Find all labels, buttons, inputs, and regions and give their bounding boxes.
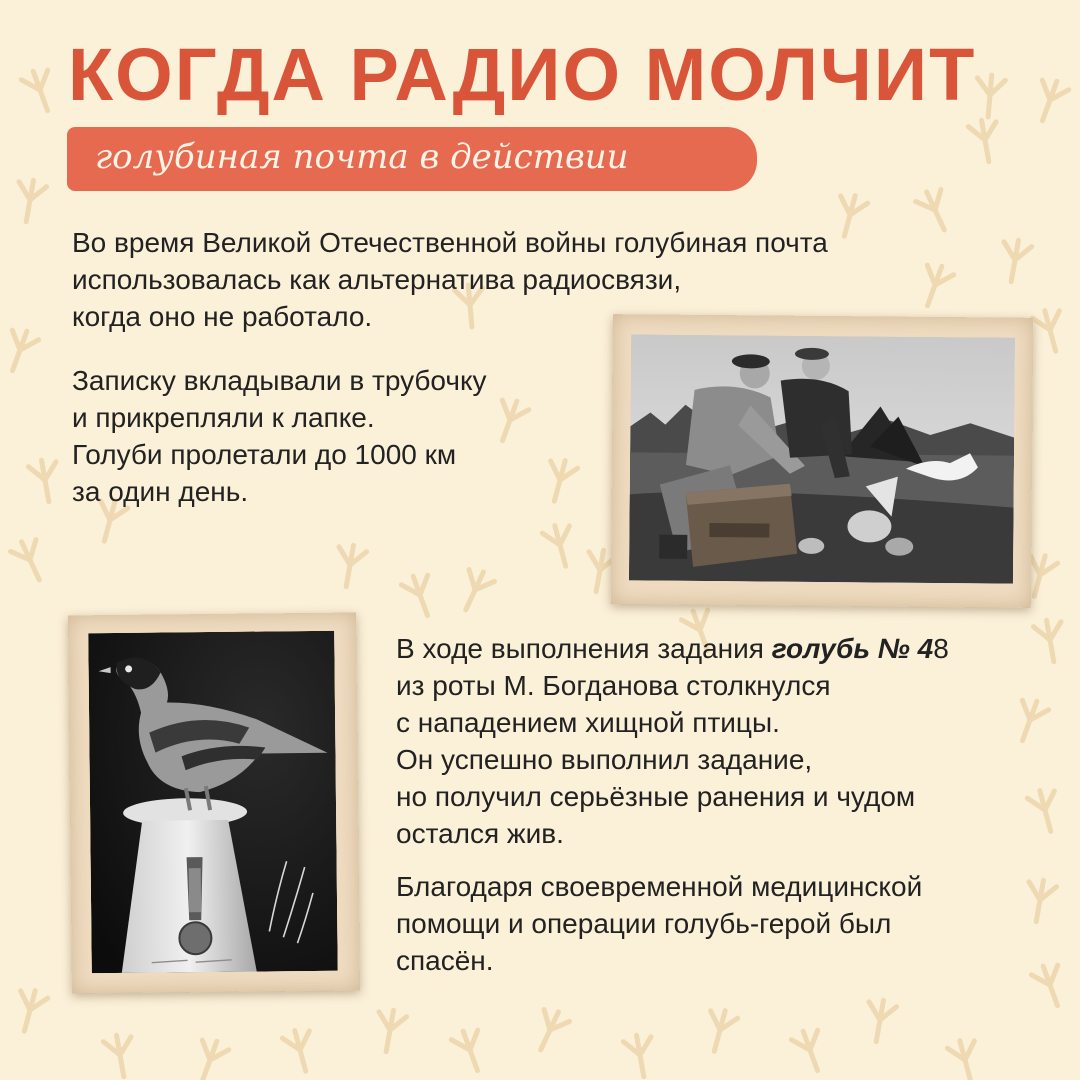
bird-track-icon xyxy=(1022,878,1057,924)
bird-track-icon xyxy=(20,66,61,115)
intro-line: Во время Великой Отечественной войны голубиная почта xyxy=(72,227,828,258)
method-paragraph xyxy=(72,362,487,510)
hero-line: но получил серьёзные ранения и чудом xyxy=(396,781,916,812)
bird-track-icon xyxy=(450,1026,491,1075)
bird-track-icon xyxy=(9,536,52,586)
bird-track-icon xyxy=(453,566,496,616)
bird-track-icon xyxy=(400,571,441,620)
hero-line: с нападением хищной птицы. xyxy=(396,707,780,738)
bird-track-icon xyxy=(541,522,579,570)
pigeon-with-medal-photo xyxy=(88,631,338,974)
intro-paragraph xyxy=(72,224,828,335)
bird-track-icon xyxy=(528,1006,571,1056)
method-line: Записку вкладывали в трубочку xyxy=(72,365,487,396)
bird-track-icon xyxy=(372,1008,407,1054)
bird-track-icon xyxy=(332,543,367,589)
hero-line: остался жив. xyxy=(396,818,564,849)
bird-track-icon xyxy=(968,118,1003,164)
soldiers-photo-frame xyxy=(611,314,1034,608)
bird-track-icon xyxy=(946,1037,984,1080)
bird-track-icon xyxy=(1029,76,1070,125)
page-title: КОГДА РАДИО МОЛЧИТ xyxy=(68,33,977,116)
hero-pigeon-paragraph xyxy=(396,630,949,852)
rescue-line: помощи и операции голубь-герой был xyxy=(396,908,892,939)
bird-track-icon xyxy=(28,458,63,504)
method-line: Голуби пролетали до 1000 км xyxy=(72,439,457,470)
pigeon-number-emphasis: голубь № 4 xyxy=(771,633,934,664)
bird-track-icon xyxy=(914,261,955,310)
intro-line: использовалась как альтернатива радиосвязи, xyxy=(72,264,682,295)
method-line: и прикрепляли к лапке. xyxy=(72,402,375,433)
bird-track-icon xyxy=(489,396,530,445)
bird-track-icon xyxy=(12,178,47,224)
hero-line-start: В ходе выполнения задания xyxy=(396,633,772,664)
bird-track-icon xyxy=(189,1036,230,1080)
bird-track-icon xyxy=(281,1027,319,1075)
bird-track-icon xyxy=(0,326,40,375)
subtitle-banner xyxy=(67,127,757,191)
bird-track-icon xyxy=(974,74,1006,118)
hero-line: Он успешно выполнил задание, xyxy=(396,744,813,775)
intro-line: когда оно не работало. xyxy=(72,301,373,332)
hero-line: из роты М. Богданова столкнулся xyxy=(396,670,831,701)
bird-track-icon xyxy=(1031,307,1069,355)
bird-track-icon xyxy=(541,457,579,505)
bird-track-icon xyxy=(790,1026,831,1075)
bird-track-icon xyxy=(1026,787,1064,835)
bird-track-icon xyxy=(701,1007,739,1055)
rescue-line: Благодаря своевременной медицинской xyxy=(396,871,923,902)
bird-track-icon xyxy=(1009,696,1050,745)
bird-track-icon xyxy=(862,998,897,1044)
bird-track-icon xyxy=(103,1033,138,1079)
hero-line-end: 8 xyxy=(933,633,949,664)
rescue-paragraph xyxy=(396,868,922,979)
rescue-line: спасён. xyxy=(396,945,494,976)
subtitle-text: голубиная почта в действии xyxy=(95,137,629,177)
bird-track-icon xyxy=(11,987,49,1035)
soldiers-releasing-pigeons-photo xyxy=(629,334,1015,583)
bird-track-icon xyxy=(623,1033,658,1079)
bird-track-icon xyxy=(997,238,1032,284)
hero-line xyxy=(396,630,949,667)
bird-track-icon xyxy=(831,192,869,240)
bird-track-icon xyxy=(914,186,957,236)
bird-track-icon xyxy=(1033,618,1068,664)
method-line: за один день. xyxy=(72,476,249,507)
pigeon-photo-frame xyxy=(68,613,360,994)
bird-track-icon xyxy=(1030,961,1071,1010)
